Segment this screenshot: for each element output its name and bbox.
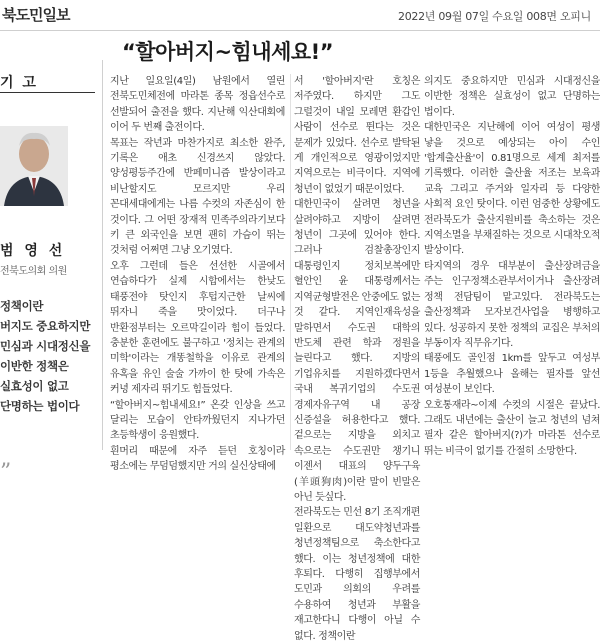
body-paragraph: 흰머리 때문에 자주 듣던 호칭이라 평소에는 무덤덤했지만 거의 실신상태에 [110,445,285,473]
section-divider [0,92,95,93]
body-paragraph: 서 '할아버지'란 호칭은 저주였다. 하지만 그도 그럴것이 내일 모레면 환갑인 사람이 선수로 뛴다는 것은 문제가 있었다. 선수로 발탁된 게 개인적으로 영광이었지만 지역으로는 비극이다. 지역에 청년이 없었기 때문이었다. [294,76,420,195]
body-column-1 [110,74,285,473]
pull-quote-line: 단명하는 법이다 [0,399,80,413]
issue-info: 2022년 09월 07일 수요일 008면 오피니 [398,10,591,23]
section-label: 기 고 [0,75,38,91]
pull-quote-line: 민심과 시대정신을 [0,339,91,353]
pull-quote-line: 실효성이 없고 [0,379,69,393]
pull-quote [0,296,100,416]
body-paragraph: 의지도 중요하지만 민심과 시대정신을 이반한 정책은 실효성이 없고 단명하는 법이다. [424,76,600,118]
body-paragraph: 전라북도는 민선 8기 조직개편 일환으로 대도약청년과를 청년정책팀으로 축소한다고 했다. 이는 청년정책에 대한 후퇴다. 다행히 집행부에서 도민과 의회의 우려를 수용하여 청년과 부활을 재고한다니 다행이 아닐 수 없다. 정책이란 [294,507,420,642]
body-paragraph: 오후 그런데 들은 선선한 시골에서 연습하다가 실제 시합에서는 한낮도 태풍전야 탓인지 후텁지근한 날씨에 뛰자니 죽을 맛이었다. 더구나 반환점부터는 오르막길이라 힘이 들었다. 충분한 훈련에도 불구하고 '정치는 관계의 미학'이라는 개똥철학을 이유로 관계의 유혹을 유인 술술 가까이 한 탓에 가속은 커녕 제자리 뛰기도 힘들었다. [110,260,285,396]
body-paragraph: 타지역의 경우 대부분이 출산장려금을 주는 인구정책소관부서이거나 출산장려 정책 전담팀이 맡고있다. 전라북도는 출산정책과 모자보건사업을 병행하고 있다. 성공하지 못한 정책의 교집은 부처의 부동이자 직무유기다. [424,260,600,349]
pull-quote-line: 이반한 정책은 [0,359,69,373]
paper-name: 북도민일보 [2,6,70,24]
author-portrait-icon [0,126,68,206]
pull-quote-line: 버지도 중요하지만 [0,319,91,333]
quote-icon: ” [0,460,12,485]
body-paragraph: 목표는 작년과 마찬가지로 최소한 완주, 기록은 애초 신경쓰지 않았다. 양성평등주간에 반페미니즘 발상이라고 비난할지도 모르지만 우리 꼰대세대에게는 나름 수컷의 자존심이 한 것이다. 그 어떤 장재적 민족주의라기보다 키 큰 외국인을 보면 괜히 가슴이 뛰는 것처럼 어쩌면 그냥 오기였다. [110,137,285,257]
author-role: 전북도의회 의원 [0,266,67,277]
body-column-3 [424,74,600,457]
body-column-2 [290,74,420,642]
body-paragraph: 지난 일요일(4일) 남원에서 열린 전북도민체전에 마라톤 종목 정읍선수로 선발되어 출전을 했다. 지난해 익산대회에 이어 두 번째 출전이다. [110,76,285,134]
pull-quote-line: 정책이란 [0,299,44,313]
headline: “할아버지~힘내세요!” [122,40,334,64]
left-column [0,60,103,485]
body-paragraph: 오호통재라~이제 수컷의 시절은 끝났다. 그래도 내년에는 출산이 늘고 청년의 넘쳐 필자 같은 할아버지(?)가 마라톤 선수로 뛰는 비극이 없기를 간절히 소망한다. [424,399,600,457]
body-paragraph: 대한민국이 살려면 청년을 살려야하고 지방이 살려면 청년이 그곳에 있어야 한다. 그러나 검찰총장인지 대통령인지 정치보복에만 혈안인 윤 대통령께서는 지역균형발전은 안중에도 없는 것 같다. 지역인재육성을 말하면서 수도권 대학의 반도체 관련 학과 정원을 늘린다고 했다. 지방의 기업유치를 지원하겠다면서 국내 복귀기업의 수도권 경제자유구역 내 공장 신증설을 허용한다고 했다. 겉으로는 지방을 외치고 속으로는 수도권만 챙기니 이젠서 대표의 양두구육(羊頭狗肉)이란 말이 빈말은 아닌 듯싶다. [294,199,420,503]
body-paragraph: 태풍에도 골인점 1km를 앞두고 여성부 1등을 추월했으나 올해는 필자를 앞선 여성분이 보인다. [424,353,600,396]
body-paragraph: “할아버지~힘내세요!” 온갖 인상을 쓰고 달리는 모습이 안타까웠던지 지나가던 초등학생이 응원했다. [110,399,285,442]
author-name: 범 영 선 [0,243,66,259]
masthead [0,0,600,31]
body-paragraph: 대한민국은 지난해에 이어 여성이 평생 낳을 것으로 예상되는 아이 수인 '합계출산율'이 0.81명으로 세계 최저를 기록했다. 이러한 출산율 저조는 보육과 교육 그리고 주거와 일자리 등 다양한 사회적 요인 탓이다. 이런 엄중한 상황에도 전라북도가 출산지원비를 축소하는 것은 지역소멸을 부채질하는 것으로 시대착오적 발상이다. [424,122,600,257]
